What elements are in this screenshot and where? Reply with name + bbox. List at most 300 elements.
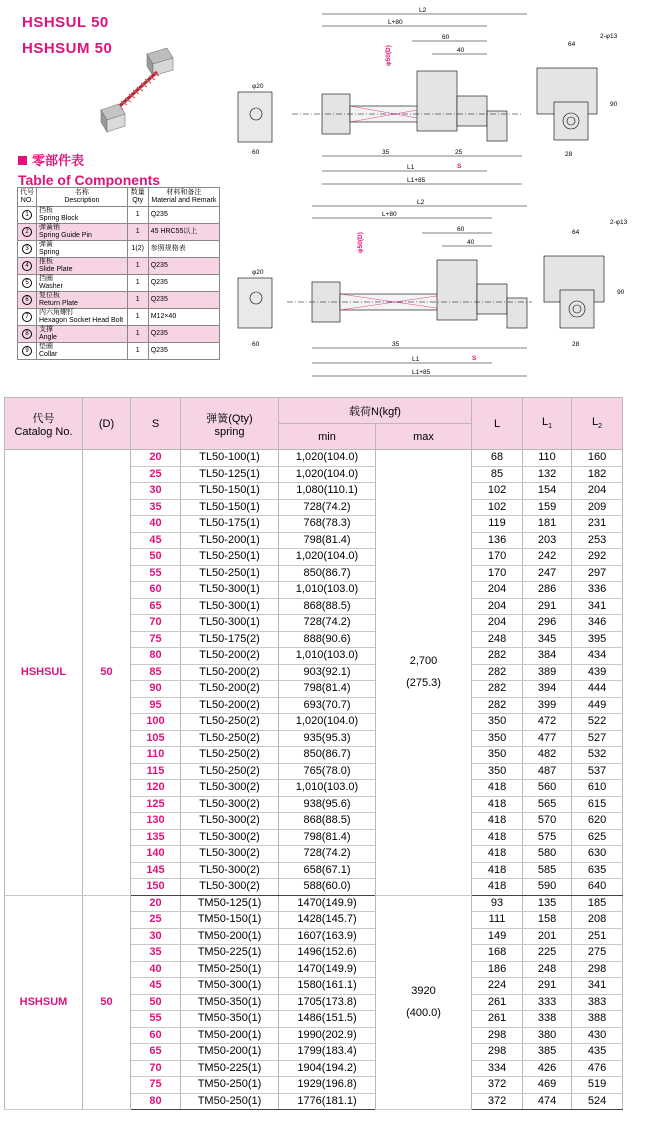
l2-value: 527: [572, 730, 623, 747]
component-qty: 1: [127, 309, 148, 326]
component-row: [18, 224, 220, 241]
drawing-hshsum: [232, 198, 642, 383]
spring-value: TL50-300(2): [181, 829, 279, 846]
s-value: 110: [131, 747, 181, 764]
min-load: 728(74.2): [279, 846, 376, 863]
l-value: 186: [472, 961, 523, 978]
svg-text:φ50(D): φ50(D): [357, 232, 364, 253]
component-no: 8: [18, 326, 37, 343]
l1-value: 110: [523, 450, 572, 467]
min-load: 1,020(104.0): [279, 466, 376, 483]
component-row: [18, 309, 220, 326]
max-load: 3920 (400.0): [376, 895, 472, 1110]
min-load: 798(81.4): [279, 681, 376, 698]
l2-value: 537: [572, 763, 623, 780]
l-value: 282: [472, 697, 523, 714]
l1-value: 477: [523, 730, 572, 747]
svg-text:64: 64: [572, 229, 580, 236]
s-value: 45: [131, 532, 181, 549]
svg-text:φ20: φ20: [252, 83, 264, 90]
component-no: 9: [18, 343, 37, 360]
component-row: [18, 275, 220, 292]
min-load: 1,010(103.0): [279, 582, 376, 599]
component-no: 4: [18, 258, 37, 275]
l-value: 204: [472, 615, 523, 632]
svg-text:60: 60: [252, 149, 260, 156]
component-qty: 1: [127, 258, 148, 275]
l1-value: 590: [523, 879, 572, 896]
spring-value: TL50-300(2): [181, 796, 279, 813]
header-catalog: 代号 Catalog No.: [5, 398, 83, 450]
table-row: [5, 895, 623, 912]
spring-value: TM50-250(1): [181, 1093, 279, 1110]
spring-value: TL50-300(2): [181, 879, 279, 896]
l2-value: 292: [572, 549, 623, 566]
l1-value: 201: [523, 928, 572, 945]
l-value: 372: [472, 1093, 523, 1110]
svg-text:L2: L2: [417, 199, 425, 206]
l-value: 149: [472, 928, 523, 945]
l2-value: 298: [572, 961, 623, 978]
spec-table: [4, 397, 623, 1110]
l2-value: 346: [572, 615, 623, 632]
component-name: 支撑 Angle: [37, 326, 128, 343]
svg-text:S: S: [472, 355, 477, 362]
l2-value: 231: [572, 516, 623, 533]
component-name: 垫圈 Collar: [37, 343, 128, 360]
component-no: 2: [18, 224, 37, 241]
l2-value: 439: [572, 664, 623, 681]
spring-value: TM50-200(1): [181, 1027, 279, 1044]
spring-value: TL50-250(2): [181, 730, 279, 747]
spring-value: TL50-100(1): [181, 450, 279, 467]
spring-value: TL50-300(1): [181, 615, 279, 632]
s-value: 55: [131, 1011, 181, 1028]
min-load: 903(92.1): [279, 664, 376, 681]
l2-value: 253: [572, 532, 623, 549]
component-material: 45 HRC55以上: [148, 224, 219, 241]
svg-text:L+80: L+80: [388, 19, 403, 26]
l2-value: 444: [572, 681, 623, 698]
min-load: 798(81.4): [279, 532, 376, 549]
l1-value: 472: [523, 714, 572, 731]
l2-value: 630: [572, 846, 623, 863]
min-load: 1,020(104.0): [279, 549, 376, 566]
min-load: 1,010(103.0): [279, 648, 376, 665]
component-no: 1: [18, 207, 37, 224]
components-heading-zh: 零部件表: [32, 153, 85, 168]
s-value: 50: [131, 994, 181, 1011]
s-value: 20: [131, 450, 181, 467]
l1-value: 132: [523, 466, 572, 483]
l1-value: 580: [523, 846, 572, 863]
l2-value: 532: [572, 747, 623, 764]
l2-value: 208: [572, 912, 623, 929]
l2-value: 185: [572, 895, 623, 912]
l-value: 350: [472, 714, 523, 731]
spring-value: TL50-200(2): [181, 681, 279, 698]
svg-text:35: 35: [382, 149, 390, 156]
l-value: 261: [472, 1011, 523, 1028]
min-load: 1,080(110.1): [279, 483, 376, 500]
min-load: 588(60.0): [279, 879, 376, 896]
l2-value: 635: [572, 862, 623, 879]
l2-value: 204: [572, 483, 623, 500]
components-heading: [18, 150, 160, 188]
l-value: 282: [472, 664, 523, 681]
l-value: 170: [472, 549, 523, 566]
component-name: 复位板 Return Plate: [37, 292, 128, 309]
component-name: 挡板 Spring Block: [37, 207, 128, 224]
svg-text:2-φ13: 2-φ13: [610, 219, 628, 226]
l2-value: 435: [572, 1044, 623, 1061]
min-load: 658(67.1): [279, 862, 376, 879]
l2-value: 209: [572, 499, 623, 516]
component-name: 推板 Slide Plate: [37, 258, 128, 275]
l1-value: 474: [523, 1093, 572, 1110]
l1-value: 158: [523, 912, 572, 929]
spring-value: TL50-300(2): [181, 862, 279, 879]
product-title-hshsul: HSHSUL 50: [22, 14, 109, 31]
s-value: 80: [131, 648, 181, 665]
min-load: 765(78.0): [279, 763, 376, 780]
header-s: S: [131, 398, 181, 450]
l1-value: 291: [523, 978, 572, 995]
l-value: 204: [472, 598, 523, 615]
l-value: 298: [472, 1027, 523, 1044]
spring-value: TM50-350(1): [181, 994, 279, 1011]
s-value: 35: [131, 945, 181, 962]
l1-value: 181: [523, 516, 572, 533]
l-value: 350: [472, 763, 523, 780]
min-load: 935(95.3): [279, 730, 376, 747]
l2-value: 341: [572, 978, 623, 995]
l2-value: 640: [572, 879, 623, 896]
l2-value: 341: [572, 598, 623, 615]
l2-value: 610: [572, 780, 623, 797]
l2-value: 519: [572, 1077, 623, 1094]
spring-value: TL50-175(2): [181, 631, 279, 648]
l-value: 136: [472, 532, 523, 549]
min-load: 1470(149.9): [279, 895, 376, 912]
l-value: 350: [472, 747, 523, 764]
min-load: 728(74.2): [279, 615, 376, 632]
min-load: 1990(202.9): [279, 1027, 376, 1044]
spring-value: TL50-175(1): [181, 516, 279, 533]
min-load: 868(88.5): [279, 598, 376, 615]
drawing-hshsul: [232, 6, 642, 191]
l1-value: 291: [523, 598, 572, 615]
spring-value: TM50-200(1): [181, 928, 279, 945]
s-value: 65: [131, 598, 181, 615]
s-value: 50: [131, 549, 181, 566]
header-spring: 弹簧(Qty) spring: [181, 398, 279, 450]
min-load: 1486(151.5): [279, 1011, 376, 1028]
spring-value: TM50-300(1): [181, 978, 279, 995]
min-load: 1428(145.7): [279, 912, 376, 929]
component-material: Q235: [148, 207, 219, 224]
svg-text:S: S: [457, 163, 462, 170]
l1-value: 560: [523, 780, 572, 797]
min-load: 1607(163.9): [279, 928, 376, 945]
min-load: 1776(181.1): [279, 1093, 376, 1110]
s-value: 30: [131, 483, 181, 500]
l2-value: 476: [572, 1060, 623, 1077]
s-value: 95: [131, 697, 181, 714]
l1-value: 225: [523, 945, 572, 962]
s-value: 120: [131, 780, 181, 797]
component-qty: 1: [127, 207, 148, 224]
spring-value: TL50-300(1): [181, 582, 279, 599]
component-row: [18, 241, 220, 258]
square-bullet-icon: [18, 156, 27, 165]
spring-value: TM50-250(1): [181, 1077, 279, 1094]
table-row: [5, 450, 623, 467]
l1-value: 487: [523, 763, 572, 780]
s-value: 125: [131, 796, 181, 813]
l2-value: 383: [572, 994, 623, 1011]
l2-value: 430: [572, 1027, 623, 1044]
spring-value: TL50-200(2): [181, 697, 279, 714]
component-name: 挡圈 Washer: [37, 275, 128, 292]
header-load: 载荷N(kgf): [279, 398, 472, 424]
l-value: 418: [472, 780, 523, 797]
top-section: [0, 0, 646, 392]
components-table: [17, 187, 220, 360]
spring-value: TL50-250(1): [181, 549, 279, 566]
catalog-no: HSHSUM: [5, 895, 83, 1110]
s-value: 105: [131, 730, 181, 747]
l-value: 282: [472, 648, 523, 665]
min-load: 888(90.6): [279, 631, 376, 648]
s-value: 80: [131, 1093, 181, 1110]
min-load: 1929(196.8): [279, 1077, 376, 1094]
l-value: 102: [472, 499, 523, 516]
spring-value: TL50-250(2): [181, 714, 279, 731]
l2-value: 336: [572, 582, 623, 599]
spring-value: TL50-200(1): [181, 532, 279, 549]
comp-header-name: 名称 Description: [37, 188, 128, 207]
spring-value: TM50-150(1): [181, 912, 279, 929]
component-no: 3: [18, 241, 37, 258]
header-d: (D): [83, 398, 131, 450]
l-value: 350: [472, 730, 523, 747]
svg-text:2-φ13: 2-φ13: [600, 33, 618, 40]
min-load: 768(78.3): [279, 516, 376, 533]
component-row: [18, 207, 220, 224]
spring-value: TL50-250(1): [181, 565, 279, 582]
max-load: 2,700 (275.3): [376, 450, 472, 896]
spring-value: TL50-250(2): [181, 763, 279, 780]
l2-value: 160: [572, 450, 623, 467]
header-l2: $L_2$: [572, 398, 623, 450]
l-value: 68: [472, 450, 523, 467]
component-row: [18, 326, 220, 343]
min-load: 1799(183.4): [279, 1044, 376, 1061]
l-value: 224: [472, 978, 523, 995]
min-load: 1470(149.9): [279, 961, 376, 978]
l-value: 261: [472, 994, 523, 1011]
s-value: 60: [131, 582, 181, 599]
l2-value: 251: [572, 928, 623, 945]
l2-value: 395: [572, 631, 623, 648]
l2-value: 434: [572, 648, 623, 665]
l1-value: 399: [523, 697, 572, 714]
s-value: 25: [131, 912, 181, 929]
s-value: 130: [131, 813, 181, 830]
l2-value: 182: [572, 466, 623, 483]
min-load: 1705(173.8): [279, 994, 376, 1011]
s-value: 100: [131, 714, 181, 731]
svg-text:25: 25: [455, 149, 463, 156]
s-value: 40: [131, 961, 181, 978]
s-value: 145: [131, 862, 181, 879]
l-value: 298: [472, 1044, 523, 1061]
header-l1: $L_1$: [523, 398, 572, 450]
l-value: 418: [472, 813, 523, 830]
l-value: 85: [472, 466, 523, 483]
s-value: 115: [131, 763, 181, 780]
l-value: 119: [472, 516, 523, 533]
l-value: 418: [472, 879, 523, 896]
l1-value: 338: [523, 1011, 572, 1028]
spring-value: TL50-150(1): [181, 499, 279, 516]
l1-value: 575: [523, 829, 572, 846]
component-name: 弹簧销 Spring Guide Pin: [37, 224, 128, 241]
component-material: Q235: [148, 258, 219, 275]
l-value: 372: [472, 1077, 523, 1094]
component-no: 6: [18, 292, 37, 309]
l1-value: 565: [523, 796, 572, 813]
s-value: 20: [131, 895, 181, 912]
l-value: 418: [472, 846, 523, 863]
s-value: 135: [131, 829, 181, 846]
spring-value: TL50-200(2): [181, 664, 279, 681]
svg-text:φ20: φ20: [252, 269, 264, 276]
l1-value: 154: [523, 483, 572, 500]
s-value: 70: [131, 1060, 181, 1077]
svg-text:90: 90: [617, 289, 625, 296]
svg-text:φ50(D): φ50(D): [385, 45, 392, 66]
component-row: [18, 292, 220, 309]
l1-value: 482: [523, 747, 572, 764]
d-value: 50: [83, 895, 131, 1110]
svg-text:90: 90: [610, 101, 618, 108]
svg-text:L1+85: L1+85: [407, 177, 426, 184]
component-row: [18, 258, 220, 275]
l1-value: 296: [523, 615, 572, 632]
spring-value: TL50-150(1): [181, 483, 279, 500]
l2-value: 297: [572, 565, 623, 582]
svg-text:L2: L2: [419, 7, 427, 14]
l-value: 93: [472, 895, 523, 912]
l2-value: 449: [572, 697, 623, 714]
component-name: 内六角螺钉 Hexagon Socket Head Bolt: [37, 309, 128, 326]
s-value: 90: [131, 681, 181, 698]
l-value: 282: [472, 681, 523, 698]
s-value: 40: [131, 516, 181, 533]
component-name: 弹簧 Spring: [37, 241, 128, 258]
spring-value: TM50-250(1): [181, 961, 279, 978]
svg-text:L1: L1: [412, 356, 420, 363]
s-value: 75: [131, 1077, 181, 1094]
min-load: 1,020(104.0): [279, 450, 376, 467]
spring-value: TM50-200(1): [181, 1044, 279, 1061]
l1-value: 333: [523, 994, 572, 1011]
l-value: 204: [472, 582, 523, 599]
min-load: 1904(194.2): [279, 1060, 376, 1077]
comp-header-no: 代号 NO.: [18, 188, 37, 207]
header-min: min: [279, 424, 376, 450]
product-title-hshsum: HSHSUM 50: [22, 40, 113, 57]
l2-value: 388: [572, 1011, 623, 1028]
s-value: 60: [131, 1027, 181, 1044]
l-value: 418: [472, 796, 523, 813]
min-load: 728(74.2): [279, 499, 376, 516]
l-value: 418: [472, 862, 523, 879]
component-material: Q235: [148, 326, 219, 343]
l1-value: 570: [523, 813, 572, 830]
l-value: 111: [472, 912, 523, 929]
l1-value: 203: [523, 532, 572, 549]
l1-value: 384: [523, 648, 572, 665]
l1-value: 385: [523, 1044, 572, 1061]
s-value: 150: [131, 879, 181, 896]
s-value: 85: [131, 664, 181, 681]
spring-value: TL50-300(1): [181, 598, 279, 615]
component-qty: 1: [127, 326, 148, 343]
component-row: [18, 343, 220, 360]
svg-text:L1+85: L1+85: [412, 369, 431, 376]
min-load: 798(81.4): [279, 829, 376, 846]
l-value: 248: [472, 631, 523, 648]
l-value: 102: [472, 483, 523, 500]
spring-value: TL50-200(2): [181, 648, 279, 665]
s-value: 25: [131, 466, 181, 483]
svg-text:60: 60: [442, 34, 450, 41]
min-load: 1,020(104.0): [279, 714, 376, 731]
l1-value: 585: [523, 862, 572, 879]
l-value: 418: [472, 829, 523, 846]
svg-text:35: 35: [392, 341, 400, 348]
svg-text:60: 60: [457, 226, 465, 233]
svg-text:L1: L1: [407, 164, 415, 171]
l2-value: 615: [572, 796, 623, 813]
product-image: [95, 48, 185, 138]
component-qty: 1: [127, 343, 148, 360]
l1-value: 380: [523, 1027, 572, 1044]
spring-value: TM50-225(1): [181, 945, 279, 962]
l1-value: 286: [523, 582, 572, 599]
svg-text:28: 28: [565, 151, 573, 158]
component-no: 5: [18, 275, 37, 292]
spring-value: TL50-250(2): [181, 747, 279, 764]
l2-value: 625: [572, 829, 623, 846]
spring-value: TL50-125(1): [181, 466, 279, 483]
min-load: 938(95.6): [279, 796, 376, 813]
component-qty: 1: [127, 292, 148, 309]
s-value: 70: [131, 615, 181, 632]
svg-text:L+80: L+80: [382, 211, 397, 218]
s-value: 35: [131, 499, 181, 516]
min-load: 850(86.7): [279, 747, 376, 764]
l-value: 168: [472, 945, 523, 962]
l1-value: 389: [523, 664, 572, 681]
l-value: 334: [472, 1060, 523, 1077]
l1-value: 135: [523, 895, 572, 912]
component-qty: 1: [127, 224, 148, 241]
svg-text:28: 28: [572, 341, 580, 348]
